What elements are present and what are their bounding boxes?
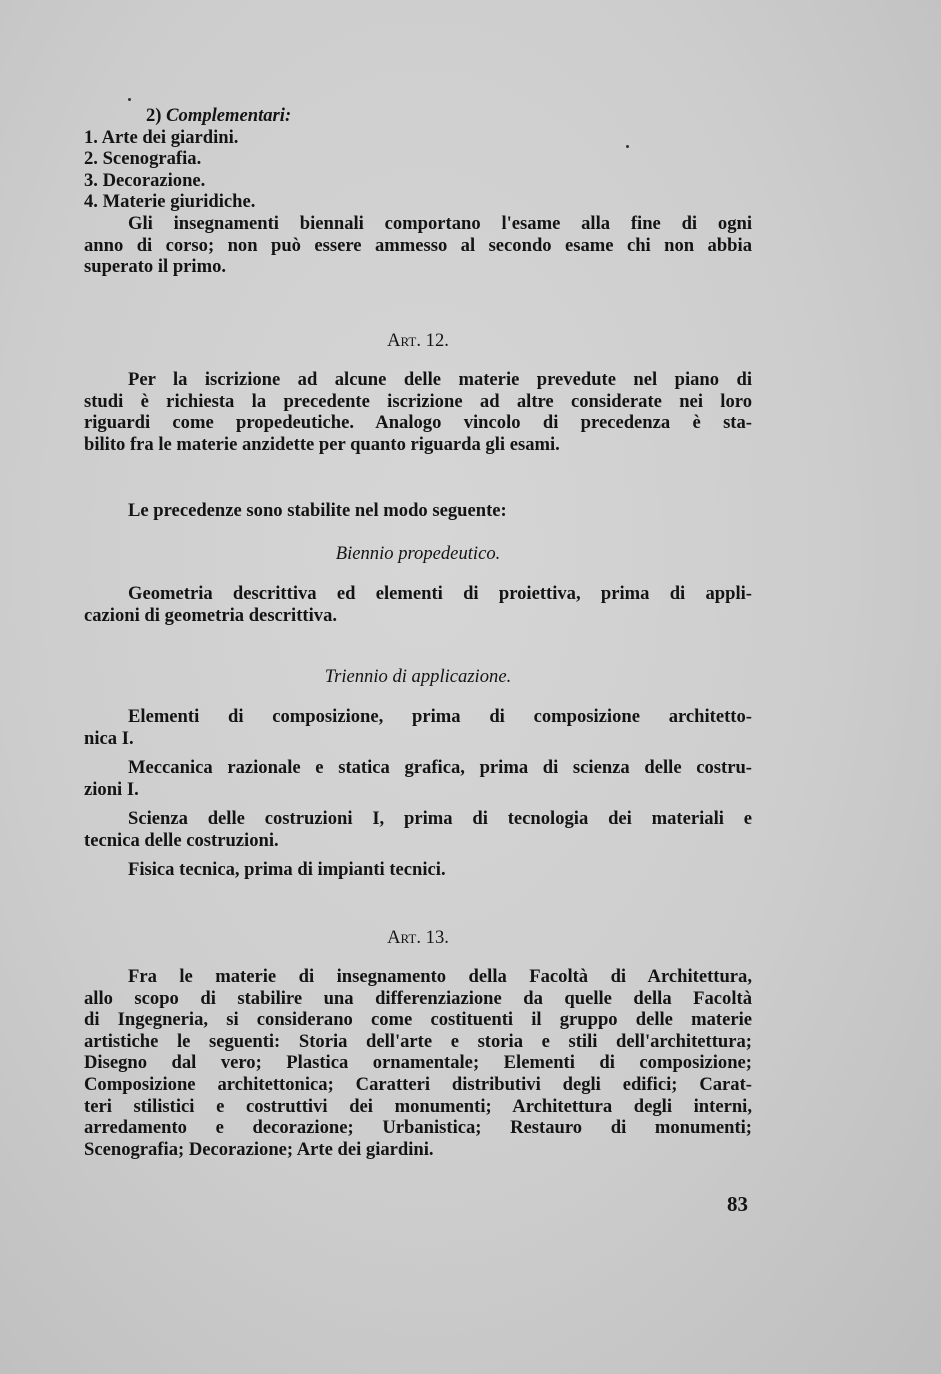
list-item: 3. Decorazione. [84,169,206,191]
list-item: 1. Arte dei giardini. [84,126,239,148]
paragraph-line: Fra le materie di insegnamento della Facoltà di Architettura, [128,966,752,987]
paragraph-line: Gli insegnamenti biennali comportano l'esame alla fine di ogni [128,212,752,234]
paragraph-line: bilito fra le materie anzidette per quanto riguarda gli esami. [84,433,560,455]
paragraph-line: zioni I. [84,778,139,800]
paragraph-line: di Ingegneria, si considerano come costituenti il gruppo delle materie [84,1009,752,1031]
triennio-item [84,757,752,800]
paragraph-line: riguardi come propedeutiche. Analogo vincolo di precedenza è sta- [84,412,752,434]
paragraph-line: Per la iscrizione ad alcune delle materie prevedute nel piano di [128,369,752,390]
page-number: 83 [727,1192,748,1216]
paragraph-line: superato il primo. [84,256,227,278]
paragraph-line: arredamento e decorazione; Urbanistica; Restauro di monumenti; [84,1117,752,1139]
triennio-item [84,808,752,851]
precedenze-line: Le precedenze sono stabilite nel modo seguente: [128,500,507,521]
paragraph-line: Geometria descrittiva ed elementi di proiettiva, prima di appli- [128,583,752,604]
art13-paragraph [84,966,752,1160]
complementari-heading: 2) Complementari: [146,105,292,126]
paragraph-line: Meccanica razionale e statica grafica, prima di scienza delle costru- [128,757,752,778]
paragraph-line: tecnica delle costruzioni. [84,829,279,851]
paragraph-line: studi è richiesta la precedente iscrizione ad altre considerate nei loro [84,390,752,412]
paragraph-line: anno di corso; non può essere ammesso al secondo esame chi non abbia [84,234,752,256]
paragraph-line: allo scopo di stabilire una differenziazione da quelle della Facoltà [84,987,752,1009]
paragraph-line: nica I. [84,727,134,749]
art12-paragraph [84,369,752,455]
paragraph-line: Disegno dal vero; Plastica ornamentale; Elementi di composizione; [84,1052,752,1074]
paragraph-line: artistiche le seguenti: Storia dell'arte e storia e stili dell'architettura; [84,1030,752,1052]
triennio-item [84,706,752,749]
triennio-item [84,859,752,881]
biennio-paragraph [84,583,752,626]
paragraph-line: Scenografia; Decorazione; Arte dei giardini. [84,1138,434,1160]
list-item: 2. Scenografia. [84,148,202,170]
biennio-title: Biennio propedeutico. [335,543,501,564]
complementari-section [84,105,752,278]
paragraph-line: Scienza delle costruzioni I, prima di tecnologia dei materiali e [128,808,752,829]
triennio-title: Triennio di applicazione. [324,666,512,687]
paragraph-line: Elementi di composizione, prima di composizione architetto- [128,706,752,727]
paragraph-line: Composizione architettonica; Caratteri distributivi degli edifici; Carat- [84,1073,752,1095]
paragraph-line: cazioni di geometria descrittiva. [84,604,338,626]
paragraph-line: teri stilistici e costruttivi dei monumenti; Architettura degli interni, [84,1095,752,1117]
art12-heading: Art. 12. [387,330,449,351]
list-item: 4. Materie giuridiche. [84,191,256,213]
art13-heading: Art. 13. [387,927,449,948]
print-speck [128,98,131,101]
paragraph-line: Fisica tecnica, prima di impianti tecnici. [128,859,446,880]
